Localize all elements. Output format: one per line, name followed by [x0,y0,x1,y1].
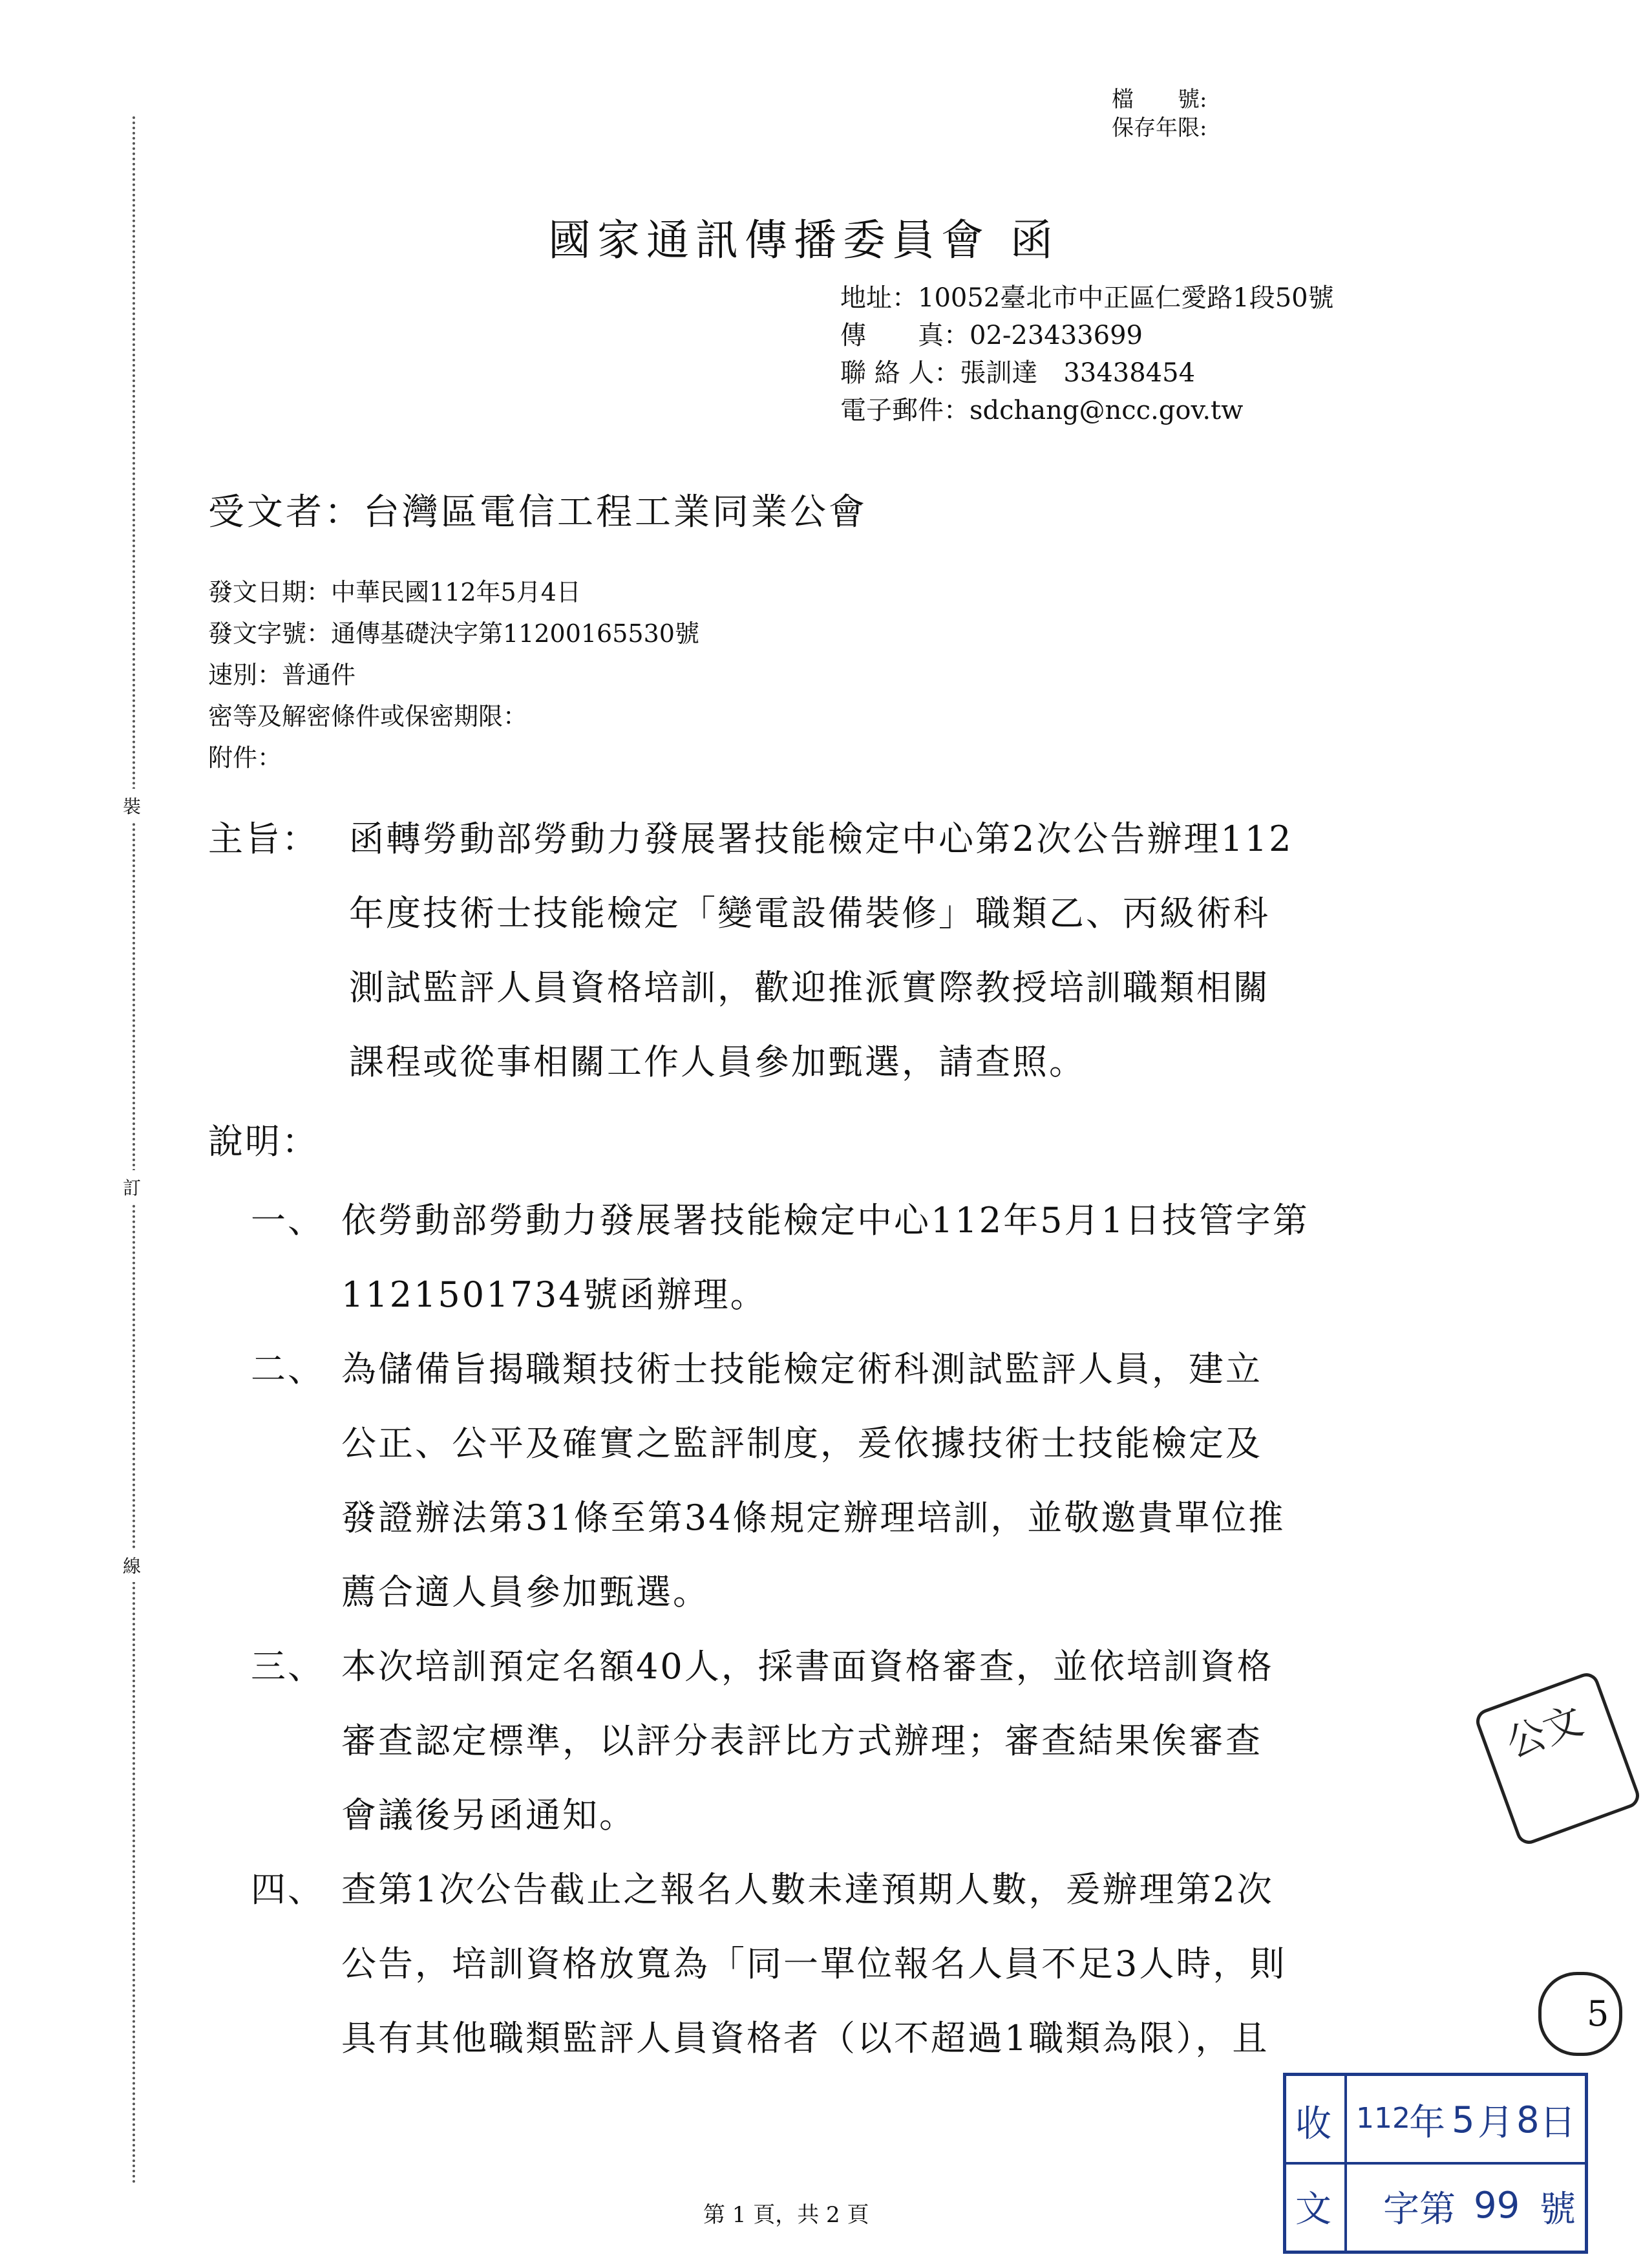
item-line: 1121501734號函辦理。 [341,1274,767,1315]
address-line: 地址：10052臺北市中正區仁愛路1段50號 [840,283,1334,313]
page-footer: 第 1 頁，共 2 頁 [703,2202,869,2228]
stamp-day-unit: 日 [1540,2102,1576,2144]
item-line: 本次培訓預定名額40人，採書面資格審查，並依培訓資格 [341,1646,1274,1687]
item-line: 依勞動部勞動力發展署技能檢定中心112年5月1日技管字第 [341,1200,1309,1241]
document-number: 發文字號：通傳基礎決字第11200165530號 [208,619,699,648]
binding-line [132,116,135,2185]
item-line: 薦合適人員參加甄選。 [341,1572,710,1612]
side-number-mark [1538,1972,1622,2056]
email-line: 電子郵件：sdchang@ncc.gov.tw [840,396,1244,425]
item-number: 一、 [251,1200,324,1241]
official-seal [1472,1669,1642,1847]
file-number-label: 檔 號: [1112,87,1207,112]
item-line: 為儲備旨揭職類技術士技能檢定術科測試監評人員，建立 [341,1349,1262,1389]
item-line: 審查認定標準，以評分表評比方式辦理；審查結果俟審查 [341,1720,1262,1761]
receipt-stamp [1283,2073,1588,2254]
stamp-ref-suffix: 號 [1540,2188,1576,2231]
stamp-ref-prefix: 字第 [1383,2188,1456,2231]
seal-text: 公文 [1500,1698,1589,1767]
retention-period-label: 保存年限: [1112,115,1207,141]
stamp-month-unit: 月 [1478,2102,1514,2144]
stamp-ref-number: 99 [1474,2185,1520,2227]
recipient-line: 受文者：台灣區電信工程工業同業公會 [208,491,867,533]
explanation-label: 說明： [208,1121,319,1162]
binding-mark-ding: 訂 [123,1170,141,1204]
item-line: 會議後另函通知。 [341,1795,636,1835]
item-line: 發證辦法第31條至第34條規定辦理培訓，並敬邀貴單位推 [341,1497,1286,1538]
stamp-year: 112 [1356,2102,1410,2135]
stamp-day: 8 [1516,2099,1540,2141]
fax-line: 傳 真：02-23433699 [840,321,1143,350]
item-number: 二、 [251,1349,324,1389]
secrecy-level: 密等及解密條件或保密期限： [208,702,528,731]
urgency: 速別：普通件 [208,661,356,689]
item-line: 公正、公平及確實之監評制度，爰依據技術士技能檢定及 [341,1423,1262,1464]
stamp-label-receive: 收 [1295,2103,1331,2145]
stamp-month: 5 [1452,2099,1475,2141]
attachments: 附件： [208,744,282,772]
stamp-label-document: 文 [1295,2188,1331,2231]
item-line: 公告，培訓資格放寬為「同一單位報名人員不足3人時，則 [341,1943,1287,1984]
side-number: 5 [1587,1993,1609,2034]
binding-mark-zhuang: 裝 [123,789,141,822]
binding-mark-xian: 線 [123,1548,141,1582]
subject-line: 課程或從事相關工作人員參加甄選，請查照。 [349,1042,1086,1082]
stamp-year-unit: 年 [1409,2102,1445,2144]
item-line: 查第1次公告截止之報名人數未達預期人數，爰辦理第2次 [341,1869,1274,1910]
subject-line: 測試監評人員資格培訓，歡迎推派實際教授培訓職類相關 [349,967,1270,1008]
contact-person-line: 聯 絡 人：張訓達 33438454 [840,358,1196,388]
subject-label: 主旨： [208,818,319,859]
subject-line: 年度技術士技能檢定「變電設備裝修」職類乙、丙級術科 [349,893,1270,934]
document-title: 國家通訊傳播委員會 函 [548,215,1059,265]
item-number: 三、 [251,1646,324,1687]
subject-line: 函轉勞動部勞動力發展署技能檢定中心第2次公告辦理112 [349,818,1293,859]
item-number: 四、 [251,1869,324,1910]
item-line: 具有其他職類監評人員資格者（以不超過1職類為限），且 [341,2018,1269,2059]
issue-date: 發文日期：中華民國112年5月4日 [208,578,581,606]
